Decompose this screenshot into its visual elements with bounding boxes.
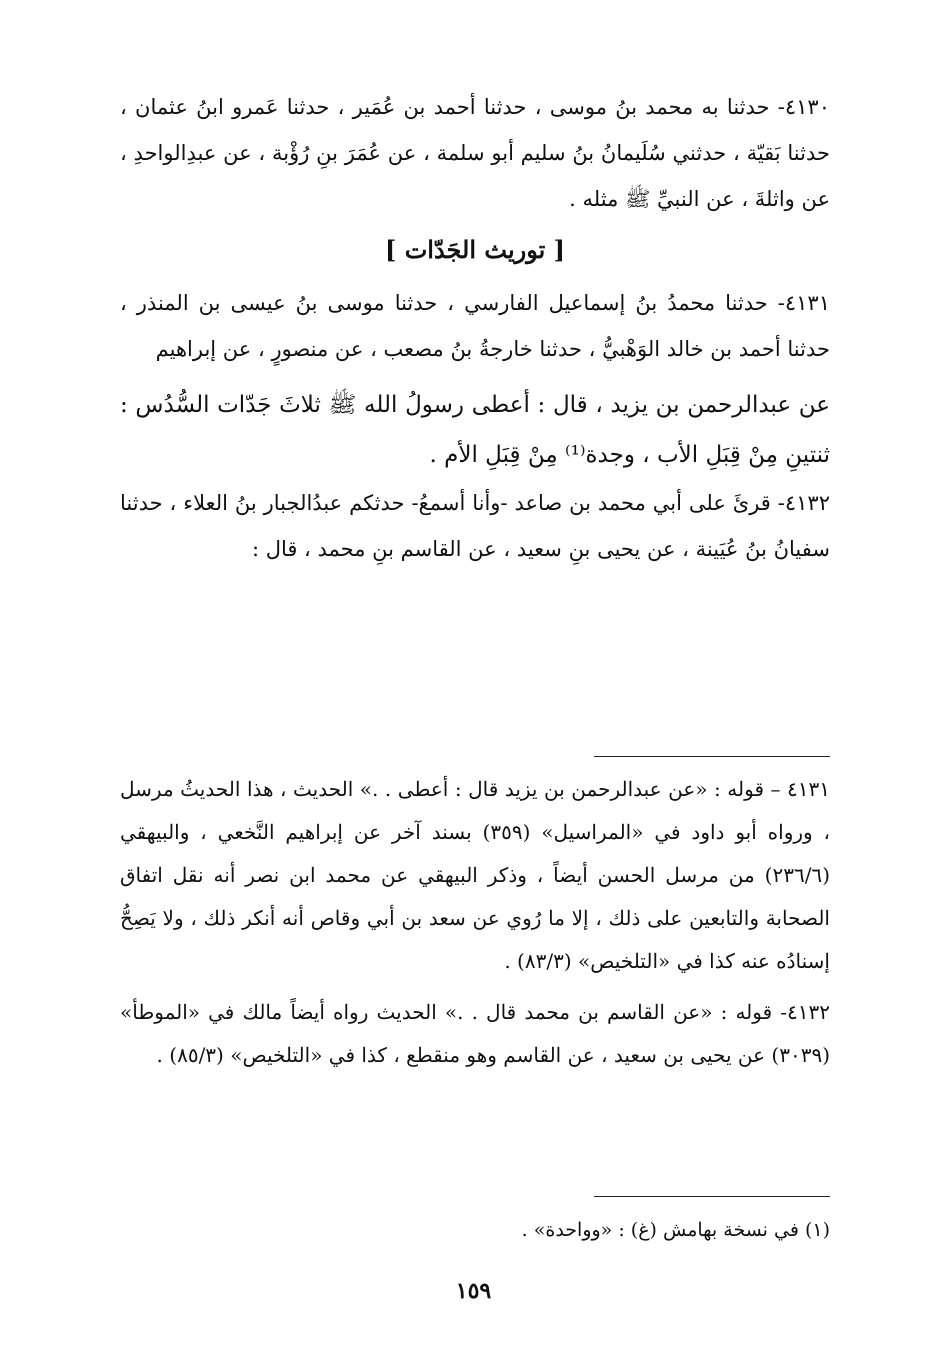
section-title: [ توريث الجَدّات ] — [384, 235, 566, 264]
note-4132: ٤١٣٢- قوله : «عن القاسم بن محمد قال . .» الحديث رواه أيضاً مالك في «الموطأ» (٣٠٣٩) عن يحيى بن سعيد ، عن القاسم وهو منقطع ، كذا في «التلخيص» (٨٥/٣) . — [120, 1000, 830, 1067]
hadith-4131-matn: عن عبدالرحمن بن يزيد ، قال : أعطى رسولُ الله ﷺ ثلاثَ جَدّات السُّدُس : ثنتينِ مِنْ قِبَلِ الأب ، وجدة⁽¹⁾ مِنْ قِبَلِ الأم . — [120, 392, 830, 468]
hadith-4131-isnad: ٤١٣١- حدثنا محمدُ بنُ إسماعيل الفارسي ، حدثنا موسى بنُ عيسى بن المنذر ، حدثنا أحمد بن خالد الوَهْبيُّ ، حدثنا خارجةُ بنُ مصعب ، عن منصورٍ ، عن إبراهيم — [120, 291, 830, 361]
note-4131: ٤١٣١ – قوله : «عن عبدالرحمن بن يزيد قال : أعطى . .» الحديث ، هذا الحديثُ مرسل ، ورواه أبو داود في «المراسيل» (٣٥٩) بسند آخر عن إبراهيم النَّخعي ، والبيهقي (٢٣٦/٦) من مرسل الحسن أيضاً ، وذكر البيهقي عن محمد ابن نصر أنه نقل اتفاق الصحابة والتابعين على ذلك ، إلا ما رُوي عن سعد بن أبي وقاص أنه أنكر ذلك ، ولا يَصِحُّ إسنادُه عنه كذا في «التلخيص» (٨٣/٣) . — [120, 777, 830, 973]
footnote-separator — [594, 1196, 830, 1197]
footnote: (١) في نسخة بهامش (غ) : «وواحدة» . — [521, 1219, 830, 1241]
main-text — [120, 84, 830, 572]
page-number: ١٥٩ — [455, 1278, 492, 1304]
hadith-4132: ٤١٣٢- قرئَ على أبي محمد بن صاعد -وأنا أسمعُ- حدثكم عبدُالجبار بنُ العلاء ، حدثنا سفيانُ بنُ عُيَينة ، عن يحيى بنِ سعيد ، عن القاسم بنِ محمد ، قال : — [120, 491, 830, 561]
commentary-notes — [120, 768, 830, 1077]
hadith-4130: ٤١٣٠- حدثنا به محمد بنُ موسى ، حدثنا أحمد بن عُمَير ، حدثنا عَمرو ابنُ عثمان ، حدثنا بَقيّة ، حدثني سُلَيمانُ بنُ سليم أبو سلمة ، عن عُمَرَ بنِ رُؤْبة ، عن عبدِالواحدِ ، عن واثلةَ ، عن النبيِّ ﷺ مثله . — [120, 95, 830, 211]
commentary-separator — [594, 756, 830, 757]
